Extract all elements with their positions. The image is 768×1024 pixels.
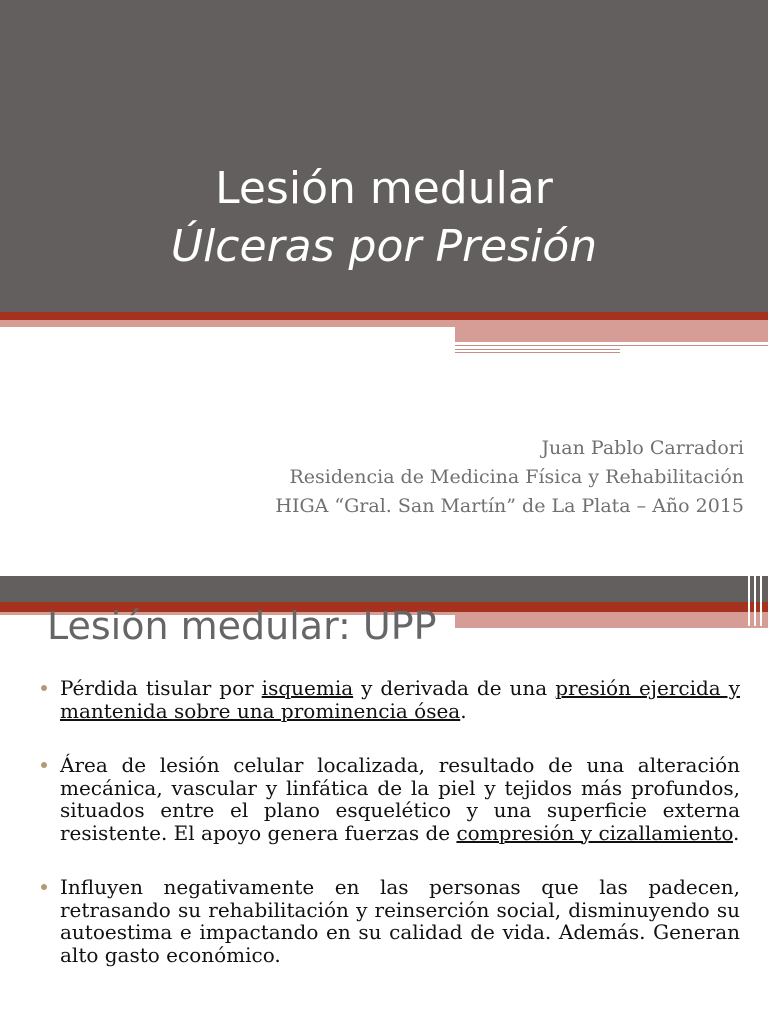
content-slide [0,576,768,1024]
thin-line-2 [455,349,620,350]
red-stripe [0,312,768,320]
bullet-item: Influyen negativamente en las personas que las padecen, retrasando su rehabilitación y reinserción social, disminuyendo su autoestima e impactando en su calidad de vida. Además. Generan alto gasto económico. [40,876,740,966]
author-name: Juan Pablo Carradori [541,437,744,459]
divider-line-1 [748,576,750,626]
author-residency: Residencia de Medicina Física y Rehabilitación [289,466,744,488]
bullet-item: Pérdida tisular por isquemia y derivada de una presión ejercida y mantenida sobre una prominencia ósea. [40,677,740,722]
bullet-item: Área de lesión celular localizada, resultado de una alteración mecánica, vascular y linfática de la piel y tejidos más profundos, situados entre el plano esquelético y una superficie externa resistente. El apoyo genera fuerzas de compresión y cizallamiento. [40,754,740,844]
title-line-subtitle: Úlceras por Presión [170,221,598,272]
pink-stripe-right [455,612,768,628]
pink-stripe-right [455,320,768,342]
divider-line-3 [760,576,762,626]
divider-line-2 [754,576,756,626]
thin-line-3 [455,352,620,353]
slide-title: Lesión medular: UPP [47,604,437,648]
pink-stripe-left [0,320,455,327]
underlined-term: presión ejercida y mantenida sobre una prominencia ósea [60,676,740,723]
bullet-list [40,677,740,998]
slide-title [0,160,768,276]
underlined-term: isquemia [261,676,354,700]
underlined-term: compresión y cizallamiento [456,820,734,845]
title-line-main: Lesión medular [215,163,553,214]
header-band [0,576,768,602]
thin-line-1 [455,345,768,346]
author-block [275,434,744,521]
author-hospital: HIGA “Gral. San Martín” de La Plata – Año 2015 [275,495,744,517]
